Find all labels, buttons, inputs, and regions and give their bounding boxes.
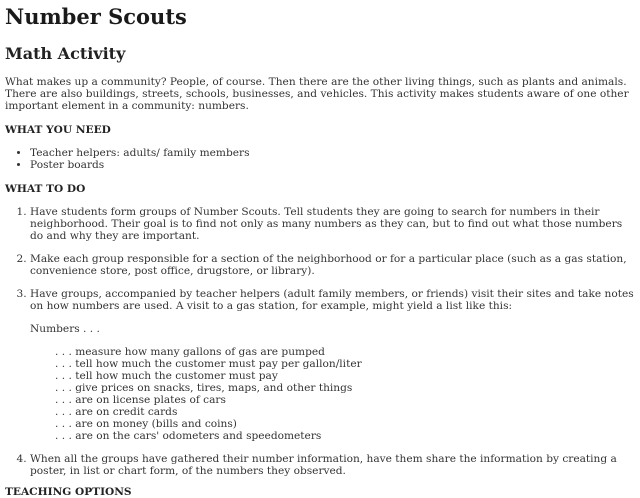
step-item [30, 206, 635, 242]
step-text: Have groups, accompanied by teacher helpers (adult family members, or friends) visit their sites and take notes on how numbers are used. A visit to a gas station, for example, might yield a list like this: [30, 288, 634, 312]
step-item [30, 288, 635, 442]
what-you-need-heading: WHAT YOU NEED [5, 124, 111, 136]
teaching-options-heading: TEACHING OPTIONS [5, 486, 132, 498]
example-item: . . . tell how much the customer must pay per gallon/liter [55, 358, 362, 370]
list-item: • Poster boards [30, 159, 635, 171]
list-item: • Teacher helpers: adults/ family members [30, 147, 635, 159]
numbers-examples-list [55, 346, 635, 442]
step-text: Have students form groups of Number Scouts. Tell students they are going to search for numbers in their neighborhood. Their goal is to find not only as many numbers as they can, but to find out what those numbers do and why they are important. [30, 206, 623, 242]
example-item: . . . give prices on snacks, tires, maps, and other things [55, 382, 353, 394]
step-item [30, 453, 635, 477]
materials-list [5, 147, 635, 171]
intro-paragraph: What makes up a community? People, of course. Then there are the other living things, such as plants and animals. There are also buildings, streets, schools, businesses, and vehicles. This activity makes students aware of one other important element in a community: numbers. [5, 76, 629, 112]
example-item: . . . are on license plates of cars [55, 394, 226, 406]
page-subtitle: Math Activity [5, 44, 126, 63]
example-item: . . . tell how much the customer must pay [55, 370, 278, 382]
what-to-do-heading: WHAT TO DO [5, 183, 86, 195]
step-item [30, 253, 635, 277]
example-item: . . . are on money (bills and coins) [55, 418, 237, 430]
activity-page [0, 4, 640, 498]
example-item: . . . measure how many gallons of gas are pumped [55, 346, 325, 358]
page-title: Number Scouts [5, 4, 187, 29]
steps-list [5, 206, 635, 477]
example-item: . . . are on credit cards [55, 406, 178, 418]
example-item: . . . are on the cars' odometers and speedometers [55, 430, 322, 442]
step-text: When all the groups have gathered their number information, have them share the information by creating a poster, in list or chart form, of the numbers they observed. [30, 453, 617, 477]
step-text: Make each group responsible for a section of the neighborhood or for a particular place (such as a gas station, convenience store, post office, drugstore, or library). [30, 253, 627, 277]
numbers-label: Numbers . . . [30, 323, 100, 335]
